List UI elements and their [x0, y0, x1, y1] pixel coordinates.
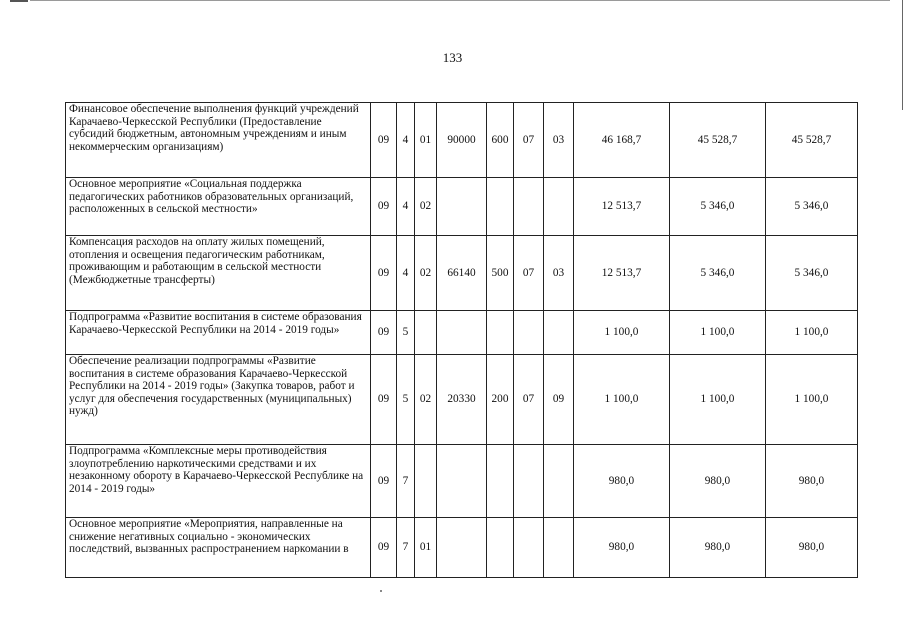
row-code-c5: [487, 311, 514, 355]
row-code-c7: [544, 178, 574, 236]
table-row: [66, 103, 858, 178]
row-code-c7: 03: [544, 236, 574, 311]
row-code-c1: 09: [371, 178, 397, 236]
row-code-c2: 7: [397, 518, 415, 578]
row-code-c1: 09: [371, 236, 397, 311]
row-code-c1: 09: [371, 355, 397, 445]
row-description: Компенсация расходов на оплату жилых помещений, отопления и освещения педагогическим работникам, проживающим и работающим в сельской местности (Межбюджетные трансферты): [66, 236, 371, 311]
table-row: [66, 178, 858, 236]
row-code-c2: 5: [397, 355, 415, 445]
row-code-c1: 09: [371, 311, 397, 355]
row-description: Обеспечение реализации подпрограммы «Развитие воспитания в системе образования Карачаево-Черкесской Республики на 2014 - 2019 годы» (Закупка товаров, работ и услуг для обеспечения государственных (муниципальных) нужд): [66, 355, 371, 445]
row-code-c6: 07: [514, 103, 544, 178]
row-code-c5: 600: [487, 103, 514, 178]
row-amount-v1: 12 513,7: [574, 178, 670, 236]
row-code-c4: [437, 178, 487, 236]
row-code-c7: 03: [544, 103, 574, 178]
row-code-c3: 01: [415, 103, 437, 178]
scan-edge-mark: [10, 0, 28, 2]
row-amount-v1: 12 513,7: [574, 236, 670, 311]
row-amount-v3: 980,0: [766, 518, 858, 578]
row-code-c7: 09: [544, 355, 574, 445]
row-code-c7: [544, 518, 574, 578]
row-amount-v1: 980,0: [574, 445, 670, 518]
row-code-c4: [437, 518, 487, 578]
row-code-c6: 07: [514, 236, 544, 311]
row-amount-v2: 45 528,7: [670, 103, 766, 178]
row-code-c4: 66140: [437, 236, 487, 311]
row-code-c6: [514, 178, 544, 236]
row-code-c2: 4: [397, 103, 415, 178]
row-code-c6: [514, 518, 544, 578]
row-code-c5: 200: [487, 355, 514, 445]
row-code-c1: 09: [371, 445, 397, 518]
row-code-c3: 02: [415, 178, 437, 236]
table-row: [66, 518, 858, 578]
row-amount-v3: 1 100,0: [766, 311, 858, 355]
row-amount-v2: 5 346,0: [670, 178, 766, 236]
row-code-c7: [544, 445, 574, 518]
row-code-c6: 07: [514, 355, 544, 445]
row-code-c7: [544, 311, 574, 355]
row-code-c5: [487, 518, 514, 578]
row-amount-v3: 5 346,0: [766, 178, 858, 236]
table-row: [66, 355, 858, 445]
row-code-c1: 09: [371, 518, 397, 578]
row-amount-v2: 1 100,0: [670, 355, 766, 445]
row-code-c3: 01: [415, 518, 437, 578]
row-description: Основное мероприятие «Социальная поддержка педагогических работников образовательных организаций, расположенных в сельской местности»: [66, 178, 371, 236]
row-description: Финансовое обеспечение выполнения функций учреждений Карачаево-Черкесской Республики (Предоставление субсидий бюджетным, автономным учреждениям и иным некоммерческим организациям): [66, 103, 371, 178]
row-code-c4: [437, 311, 487, 355]
row-code-c4: [437, 445, 487, 518]
row-description: Подпрограмма «Развитие воспитания в системе образования Карачаево-Черкесской Республики на 2014 - 2019 годы»: [66, 311, 371, 355]
row-amount-v2: 980,0: [670, 518, 766, 578]
row-amount-v1: 46 168,7: [574, 103, 670, 178]
row-description: Основное мероприятие «Мероприятия, направленные на снижение негативных социально - экономических последствий, вызванных распространением наркомании в: [66, 518, 371, 578]
row-code-c3: [415, 311, 437, 355]
row-code-c5: [487, 445, 514, 518]
table-row: [66, 445, 858, 518]
row-code-c1: 09: [371, 103, 397, 178]
row-description: Подпрограмма «Комплексные меры противодействия злоупотреблению наркотическими средствами и их незаконному обороту в Карачаево-Черкесской Республике на 2014 - 2019 годы»: [66, 445, 371, 518]
row-amount-v3: 5 346,0: [766, 236, 858, 311]
row-code-c4: 20330: [437, 355, 487, 445]
page-number: 133: [442, 50, 463, 65]
row-code-c5: [487, 178, 514, 236]
row-code-c2: 4: [397, 236, 415, 311]
row-code-c2: 5: [397, 311, 415, 355]
row-code-c6: [514, 445, 544, 518]
row-code-c2: 7: [397, 445, 415, 518]
row-code-c3: 02: [415, 355, 437, 445]
table-body: [66, 103, 858, 578]
row-amount-v2: 980,0: [670, 445, 766, 518]
row-code-c5: 500: [487, 236, 514, 311]
row-amount-v1: 1 100,0: [574, 355, 670, 445]
row-amount-v1: 980,0: [574, 518, 670, 578]
row-amount-v2: 1 100,0: [670, 311, 766, 355]
row-amount-v1: 1 100,0: [574, 311, 670, 355]
table-row: [66, 236, 858, 311]
row-code-c4: 90000: [437, 103, 487, 178]
budget-table: [65, 102, 858, 578]
row-code-c6: [514, 311, 544, 355]
table-row: [66, 311, 858, 355]
scan-speck: [380, 590, 382, 592]
row-amount-v3: 980,0: [766, 445, 858, 518]
row-code-c3: [415, 445, 437, 518]
row-amount-v3: 1 100,0: [766, 355, 858, 445]
row-code-c2: 4: [397, 178, 415, 236]
top-rule: [30, 0, 890, 1]
row-code-c3: 02: [415, 236, 437, 311]
row-amount-v3: 45 528,7: [766, 103, 858, 178]
row-amount-v2: 5 346,0: [670, 236, 766, 311]
